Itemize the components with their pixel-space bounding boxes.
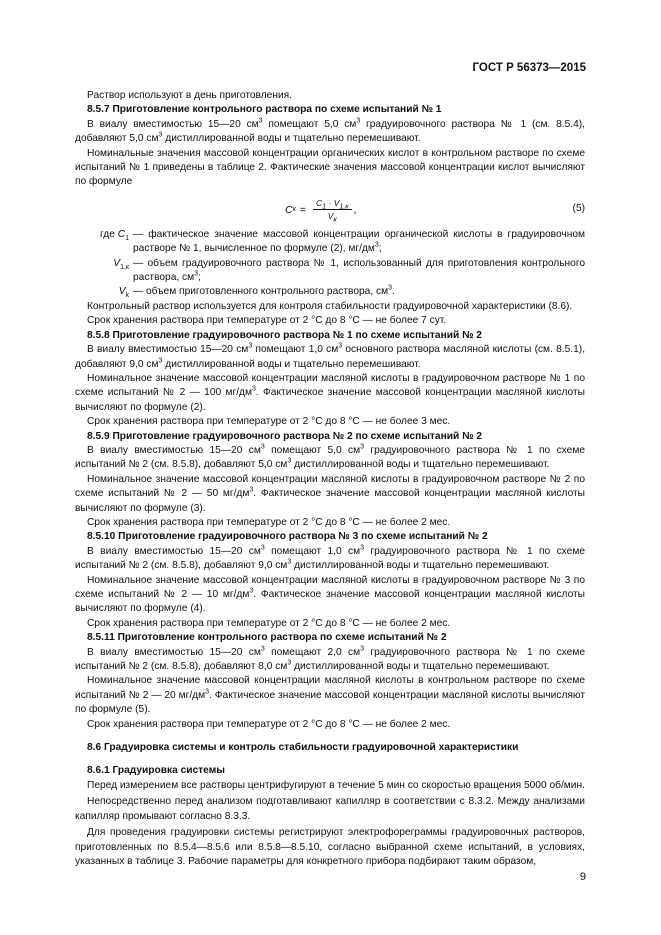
paragraph: Номинальное значение массовой концентрации масляной кислоты в градуировочном растворе № 1 по схеме испытаний № 2 — 100 $мг/дм^3$. Фактическое значение массовой концентрации масляной кислоты вычисляют по формуле (2). <box>75 372 585 413</box>
paragraph: Контрольный раствор используется для контроля стабильности градуировочной характеристики (8.6). <box>87 300 573 312</box>
section-heading-8-6-1: 8.6.1 Градуировка системы <box>87 765 225 777</box>
paragraph: Номинальное значение массовой концентрации масляной кислоты в градуировочном растворе № 3 по схеме испытаний № 2 — 10 $мг/дм^3$. Фактическое значение массовой концентрации масляной кислоты вычисляют по формуле (4). <box>75 574 585 615</box>
paragraph: Срок хранения раствора при температуре от 2 °С до 8 °С — не более 2 мес. <box>87 718 451 730</box>
formula-5 <box>75 192 585 226</box>
paragraph: В виалу вместимостью 15—20 $см^3$ помещают 2,0 $см^3$ градуировочного раствора № 1 по схеме испытаний № 2 (см. 8.5.8), добавляют 8,0 $см^3$ дистиллированной воды и тщательно перемешивают. <box>75 645 585 673</box>
paragraph: Раствор используют в день приготовления. <box>87 90 292 101</box>
paragraph: Срок хранения раствора при температуре от 2 °С до 8 °С — не более 2 мес. <box>87 617 451 629</box>
section-heading-8-5-11: 8.5.11 Приготовление контрольного раствора по схеме испытаний № 2 <box>87 632 447 644</box>
document-header: ГОСТ Р 56373—2015 <box>472 62 586 74</box>
where-list <box>75 228 585 300</box>
paragraph: В виалу вместимостью 15—20 $см^3$ помещают 5,0 $см^3$ градуировочного раствора № 1 по схеме испытаний № 2 (см. 8.5.8), добавляют 5,0 $см^3$ дистиллированной воды и тщательно перемешивают. <box>75 443 585 471</box>
paragraph: В виалу вместимостью 15—20 $см^3$ помещают 1,0 $см^3$ основного раствора масляной кислоты (см. 8.5.1), добавляют 9,0 $см^3$ дистиллированной воды и тщательно перемешивают. <box>75 342 586 370</box>
section-heading-8-5-9: 8.5.9 Приготовление градуировочного раствора № 2 по схеме испытаний № 2 <box>87 430 482 442</box>
paragraph: Номинальное значение массовой концентрации масляной кислоты в градуировочном растворе № 2 по схеме испытаний № 2 — 50 $мг/дм^3$. Фактическое значение массовой концентрации масляной кислоты вычисляют по формуле (3). <box>75 473 585 514</box>
section-heading-8-6: 8.6 Градуировка системы и контроль стабильности градуировочной характеристики <box>87 742 519 754</box>
paragraph: Срок хранения раствора при температуре от 2 °С до 8 °С — не более 7 сут. <box>87 315 447 327</box>
paragraph: Для проведения градуировки системы регистрируют электрофореграммы градуировочных растворов, приготовленных по 8.5.4—8.5.6 или 8.5.8—8.5.10, согласно выбранной схеме испытаний, в условиях, указанных в таблице 3. Рабочие параметры для конкретного прибора подбирают таким образом, <box>75 827 585 867</box>
formula-number: (5) <box>572 202 585 214</box>
page-body <box>75 89 585 869</box>
where-symbol: где $C_1$ <box>100 228 129 242</box>
formula-fraction: $\frac{C_1 \cdot V_{1,к}}{V_к}$ <box>313 197 351 222</box>
where-definition: — объем градуировочного раствора № 1, использованный для приготовления контрольного раствора, $см^3$; <box>133 257 585 284</box>
where-symbol: $V_k$ <box>118 286 129 300</box>
paragraph: Перед измерением все растворы центрифугируют в течение 5 мин со скоростью вращения 5000 об/мин. <box>87 779 585 791</box>
section-heading-8-5-7: 8.5.7 Приготовление контрольного раствора по схеме испытаний № 1 <box>87 104 442 116</box>
paragraph: Срок хранения раствора при температуре от 2 °С до 8 °С — не более 2 мес. <box>87 516 451 528</box>
paragraph: Номинальные значения массовой концентрации органических кислот в контрольном растворе по схеме испытаний № 1 приведены в таблице 2. Фактические значения массовой концентрации кислот вычисляют по формуле <box>75 147 585 188</box>
paragraph: Срок хранения раствора при температуре от 2 °С до 8 °С — не более 3 мес. <box>87 416 451 428</box>
section-heading-8-5-10: 8.5.10 Приготовление градуировочного раствора № 3 по схеме испытаний № 2 <box>87 531 488 543</box>
page-number: 9 <box>579 871 586 883</box>
formula-expression: C к = $\frac{C_1 \cdot V_{1,к}}{V_к}$ , <box>285 198 357 225</box>
where-definition: — фактическое значение массовой концентрации органической кислоты в градуировочном растворе № 1, вычисленное по формуле (2), $мг/дм^3$; <box>133 228 585 255</box>
paragraph: Непосредственно перед анализом подготавливают капилляр в соответствии с 8.3.2. Между анализами капилляр промывают согласно 8.3.3. <box>75 796 585 822</box>
paragraph: Номинальное значение массовой концентрации масляной кислоты в контрольном растворе по схеме испытаний № 2 — 20 $мг/дм^3$. Фактическое значение массовой концентрации масляной кислоты вычисляют по формуле (5). <box>75 675 585 716</box>
section-heading-8-5-8: 8.5.8 Приготовление градуировочного раствора № 1 по схеме испытаний № 2 <box>87 329 482 341</box>
paragraph: В виалу вместимостью 15—20 $см^3$ помещают 1,0 $см^3$ градуировочного раствора № 1 по схеме испытаний № 2 (см. 8.5.8), добавляют 9,0 $см^3$ дистиллированной воды и тщательно перемешивают. <box>75 544 585 572</box>
where-definition: — объем приготовленного контрольного раствора, $см^3$. <box>133 285 395 298</box>
paragraph: В виалу вместимостью 15—20 $см^3$ помещают 5,0 $см^3$ градуировочного раствора № 1 (см. 8.5.4), добавляют 5,0 $см^3$ дистиллированной воды и тщательно перемешивают. <box>75 117 585 145</box>
where-symbol: $V_{1,к}$ <box>113 257 129 271</box>
